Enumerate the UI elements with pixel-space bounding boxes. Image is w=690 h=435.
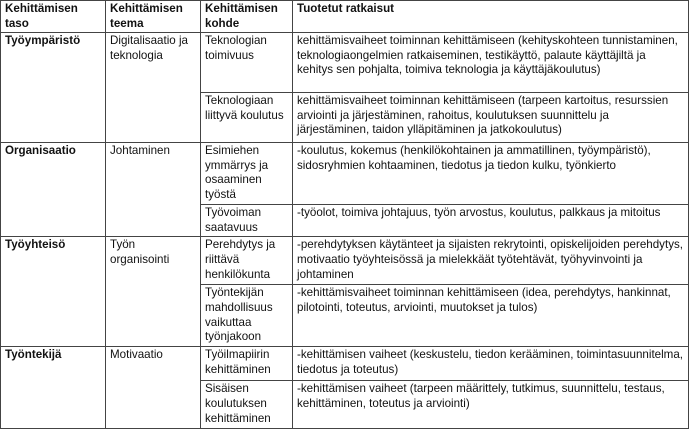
solutions-cell: -kehittämisvaiheet toiminnan kehittämiseen (idea, perehdytys, hankinnat, pilotointi, toteutus, arviointi, muutokset ja tulos) (293, 285, 689, 347)
table-row (1, 347, 689, 381)
table-row (1, 237, 689, 285)
table-row (1, 33, 689, 93)
table-row (1, 285, 689, 347)
solutions-cell: -kehittämisen vaiheet (tarpeen määrittely, tutkimus, suunnittelu, testaus, kehittäminen, toteutus ja arviointi) (293, 381, 689, 429)
solutions-cell: -koulutus, kokemus (henkilökohtainen ja ammatillinen, työympäristö), sidosryhmien kohtaaminen, tiedotus ja tiedon kulku, työnkierto (293, 143, 689, 205)
theme-cell: Motivaatio (106, 347, 201, 381)
theme-cell-continued (106, 381, 201, 429)
header-row (1, 1, 689, 33)
target-cell: Työntekijän mahdollisuus vaikuttaa työnjakoon (201, 285, 293, 347)
solutions-cell: -kehittämisen vaiheet (keskustelu, tiedon kerääminen, toimintasuunnitelma, tiedotus ja toteutus) (293, 347, 689, 381)
solutions-cell: -työolot, toimiva johtajuus, työn arvostus, koulutus, palkkaus ja mitoitus (293, 205, 689, 237)
target-cell: Perehdytys ja riittävä henkilökunta (201, 237, 293, 285)
theme-cell-continued (106, 285, 201, 347)
table-row (1, 205, 689, 237)
level-cell: Työntekijä (1, 347, 106, 381)
theme-cell: Työn organisointi (106, 237, 201, 285)
target-cell: Sisäisen koulutuksen kehittäminen (201, 381, 293, 429)
solutions-cell: kehittämisvaiheet toiminnan kehittämiseen (kehityskohteen tunnistaminen, teknologiaongelmien ratkaiseminen, testikäyttö, palaute käyttäjiltä ja kehitys sen pohjalta, toimiva teknologia ja käyttäjäkoulutus) (293, 33, 689, 93)
level-cell-continued (1, 205, 106, 237)
header-level: Kehittämisen taso (1, 1, 106, 33)
level-cell: Työympäristö (1, 33, 106, 93)
solutions-cell: kehittämisvaiheet toiminnan kehittämiseen (tarpeen kartoitus, resurssien arviointi ja järjestäminen, rahoitus, koulutuksen suunnittelu ja järjestäminen, taidon ylläpitäminen ja jatkokoulutus) (293, 93, 689, 143)
level-cell-continued (1, 381, 106, 429)
header-solutions: Tuotetut ratkaisut (293, 1, 689, 33)
level-cell-continued (1, 93, 106, 143)
theme-cell-continued (106, 93, 201, 143)
table-row (1, 93, 689, 143)
level-cell-continued (1, 285, 106, 347)
target-cell: Teknologiaan liittyvä koulutus (201, 93, 293, 143)
level-cell: Työyhteisö (1, 237, 106, 285)
theme-cell: Johtaminen (106, 143, 201, 205)
target-cell: Työilmapiirin kehittäminen (201, 347, 293, 381)
target-cell: Esimiehen ymmärrys ja osaaminen työstä (201, 143, 293, 205)
target-cell: Teknologian toimivuus (201, 33, 293, 93)
solutions-cell: -perehdytyksen käytänteet ja sijaisten rekrytointi, opiskelijoiden perehdytys, motivaatio työyhteisössä ja mielekkäät työtehtävät, työhyvinvointi ja johtaminen (293, 237, 689, 285)
table-row (1, 381, 689, 429)
level-cell: Organisaatio (1, 143, 106, 205)
header-target: Kehittämisen kohde (201, 1, 293, 33)
theme-cell: Digitalisaatio ja teknologia (106, 33, 201, 93)
header-theme: Kehittämisen teema (106, 1, 201, 33)
target-cell: Työvoiman saatavuus (201, 205, 293, 237)
table-row (1, 143, 689, 205)
theme-cell-continued (106, 205, 201, 237)
